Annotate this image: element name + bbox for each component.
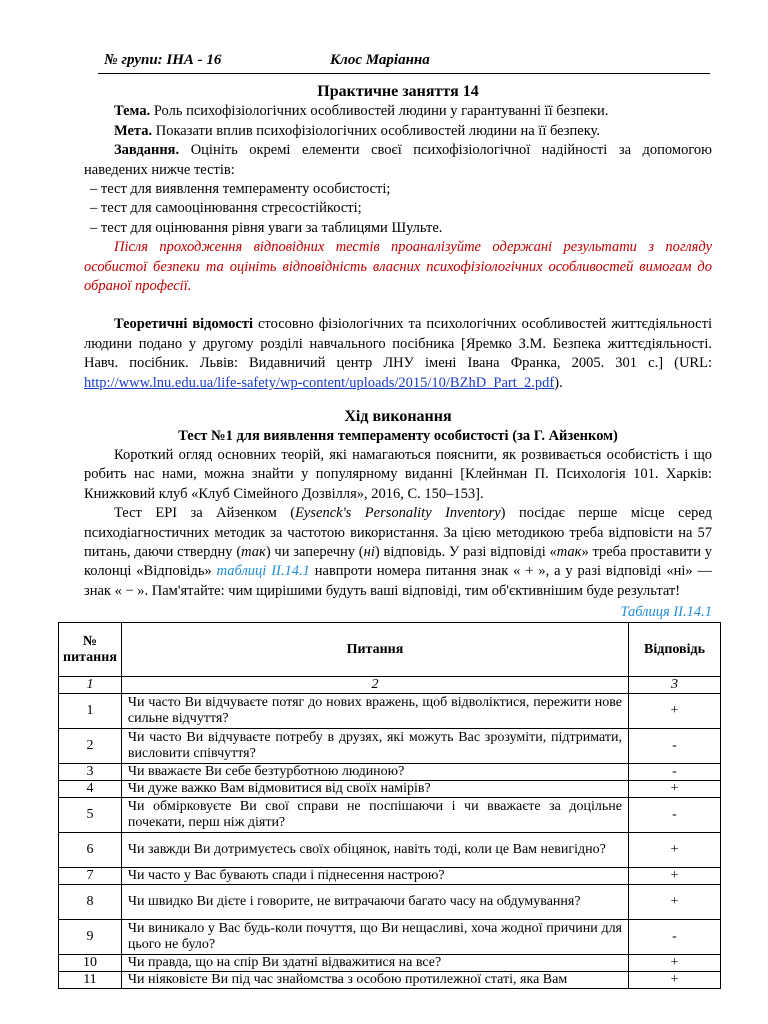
list-item: – тест для виявлення темпераменту особистості;: [90, 180, 712, 199]
table-row: 10 Чи правда, що на спір Ви здатні відважитися на все? +: [59, 955, 721, 972]
answer-cell[interactable]: -: [629, 798, 721, 833]
theory-paragraph: Теоретичні відомості стосовно фізіологічних та психологічних особливостей життєдіяльності людини подано у другому розділі навчального посібника [Яремко З.М. Безпека життєдіяльності. Навч. посібник. Львів: Видавничий центр ЛНУ імені Івана Франка, 2005. 301 с.] (URL: http://www.lnu.edu.ua/life-safety/wp-content/uploads/2015/10/BZhD_Part_2.pdf).: [84, 316, 712, 391]
header-number: № питання: [59, 623, 122, 677]
table-row: 5 Чи обмірковуєте Ви свої справи не поспішаючи і чи вважаєте за доцільне почекати, перш ніж діяти? -: [59, 798, 721, 833]
column-number: 3: [629, 677, 721, 694]
table-row: 2 Чи часто Ви відчуваєте потребу в друзях, які можуть Вас зрозуміти, підтримати, висловити співчуття? -: [59, 729, 721, 764]
header-question: Питання: [121, 623, 628, 677]
answer-cell[interactable]: +: [629, 885, 721, 920]
task-text: Оцініть окремі елементи своєї психофізіологічної надійності за допомогою наведених нижче тестів:: [84, 142, 713, 178]
table-row: 7 Чи часто у Вас бувають спади і піднесення настрою? +: [59, 868, 721, 885]
theory-text: стосовно фізіологічних та психологічних особливостей життєдіяльності людини подано у другому розділі навчального посібника [Яремко З.М. Безпека життєдіяльності. Навч. посібник. Львів: Видавничий центр ЛНУ імені Івана Франка, 2005. 301 с.] (URL:: [84, 316, 712, 372]
overview-paragraph: Короткий огляд основних теорій, які намагаються пояснити, як розвивається особистість і що робить нас нами, можна знайти у популярному виданні [Клейнман П. Психологія 101. Харків: Книжковий клуб «Клуб Сімейного Дозвілля», 2016, С. 150–153].: [84, 446, 712, 502]
table-row: 4 Чи дуже важко Вам відмовитися від своїх намірів? +: [59, 781, 721, 798]
test1-heading: Тест №1 для виявлення темпераменту особистості (за Г. Айзенком): [178, 427, 618, 444]
goal-line: [84, 122, 712, 141]
questions-table: [58, 622, 721, 989]
table-row: 3 Чи вважаєте Ви себе безтурботною людиною? -: [59, 764, 721, 781]
table-caption: Таблиця ІІ.14.1: [620, 604, 712, 621]
goal-label: Мета.: [114, 122, 153, 139]
instruction-text: Після проходження відповідних тестів проаналізуйте одержані результати з погляду особистої безпеки та оцініть відповідність власних психофізіологічних особливостей вимогам до обраної професії.: [84, 239, 712, 295]
progress-heading: Хід виконання: [344, 408, 452, 426]
answer-cell[interactable]: -: [629, 920, 721, 955]
epi-paragraph: Тест EPI за Айзенком (Eysenck's Personality Inventory) посідає перше місце серед психодіагностичних методик за частотою використання. За цією методикою треба відповісти на 57 питань, даючи ствердну (так) чи заперечну (ні) відповідь. У разі відповіді «так» треба проставити у колонці «Відповідь» таблиці ІІ.14.1 навпроти номера питання знак « + », а у разі відповіді «ні» — знак « − ». Пам'ятайте: чим щирішими будуть ваші відповіді, тим об'єктивнішим буде результат!: [84, 505, 712, 599]
test-list: [84, 180, 712, 238]
task-line: [84, 141, 712, 180]
answer-cell[interactable]: +: [629, 955, 721, 972]
answer-cell[interactable]: -: [629, 729, 721, 764]
theory-label: Теоретичні відомості: [114, 316, 254, 333]
list-item: – тест для самооцінювання стресостійкості;: [90, 199, 712, 218]
goal-text: Показати вплив психофізіологічних особливостей людини на її безпеку.: [155, 122, 600, 139]
page-header: [98, 52, 710, 72]
table-reference[interactable]: таблиці ІІ.14.1: [216, 563, 310, 580]
answer-cell[interactable]: -: [629, 764, 721, 781]
group-number: № групи: ІНА - 16: [104, 52, 222, 68]
answer-cell[interactable]: +: [629, 694, 721, 729]
answer-cell[interactable]: +: [629, 972, 721, 989]
answer-cell[interactable]: +: [629, 833, 721, 868]
table-row: 6 Чи завжди Ви дотримуєтесь своїх обіцянок, навіть тоді, коли це Вам невигідно? +: [59, 833, 721, 868]
page-title: Практичне заняття 14: [317, 83, 479, 100]
column-number: 1: [59, 677, 122, 694]
answer-cell[interactable]: +: [629, 868, 721, 885]
task-label: Завдання.: [114, 142, 180, 159]
header-rule: [98, 73, 710, 74]
list-item: – тест для оцінювання рівня уваги за таблицями Шульте.: [90, 219, 712, 238]
topic-label: Тема.: [114, 103, 151, 120]
header-answer: Відповідь: [629, 623, 721, 677]
student-name: Клос Маріанна: [330, 52, 430, 68]
topic-line: [84, 102, 712, 121]
column-number: 2: [121, 677, 628, 694]
table-row: 11 Чи ніяковієте Ви під час знайомства з особою протилежної статі, яка Вам +: [59, 972, 721, 989]
table-row: 1 Чи часто Ви відчуваєте потяг до нових вражень, щоб відволіктися, пережити нове сильне відчуття? +: [59, 694, 721, 729]
table-row: 8 Чи швидко Ви дієте і говорите, не витрачаючи багато часу на обдумування? +: [59, 885, 721, 920]
theory-url-link[interactable]: http://www.lnu.edu.ua/life-safety/wp-content/uploads/2015/10/BZhD_Part_2.pdf: [84, 374, 555, 391]
document-body: [84, 82, 712, 623]
topic-text: Роль психофізіологічних особливостей людини у гарантуванні її безпеки.: [153, 103, 609, 120]
table-row: 9 Чи виникало у Вас будь-коли почуття, що Ви нещасливі, хоча жодної причини для цього не було? -: [59, 920, 721, 955]
answer-cell[interactable]: +: [629, 781, 721, 798]
